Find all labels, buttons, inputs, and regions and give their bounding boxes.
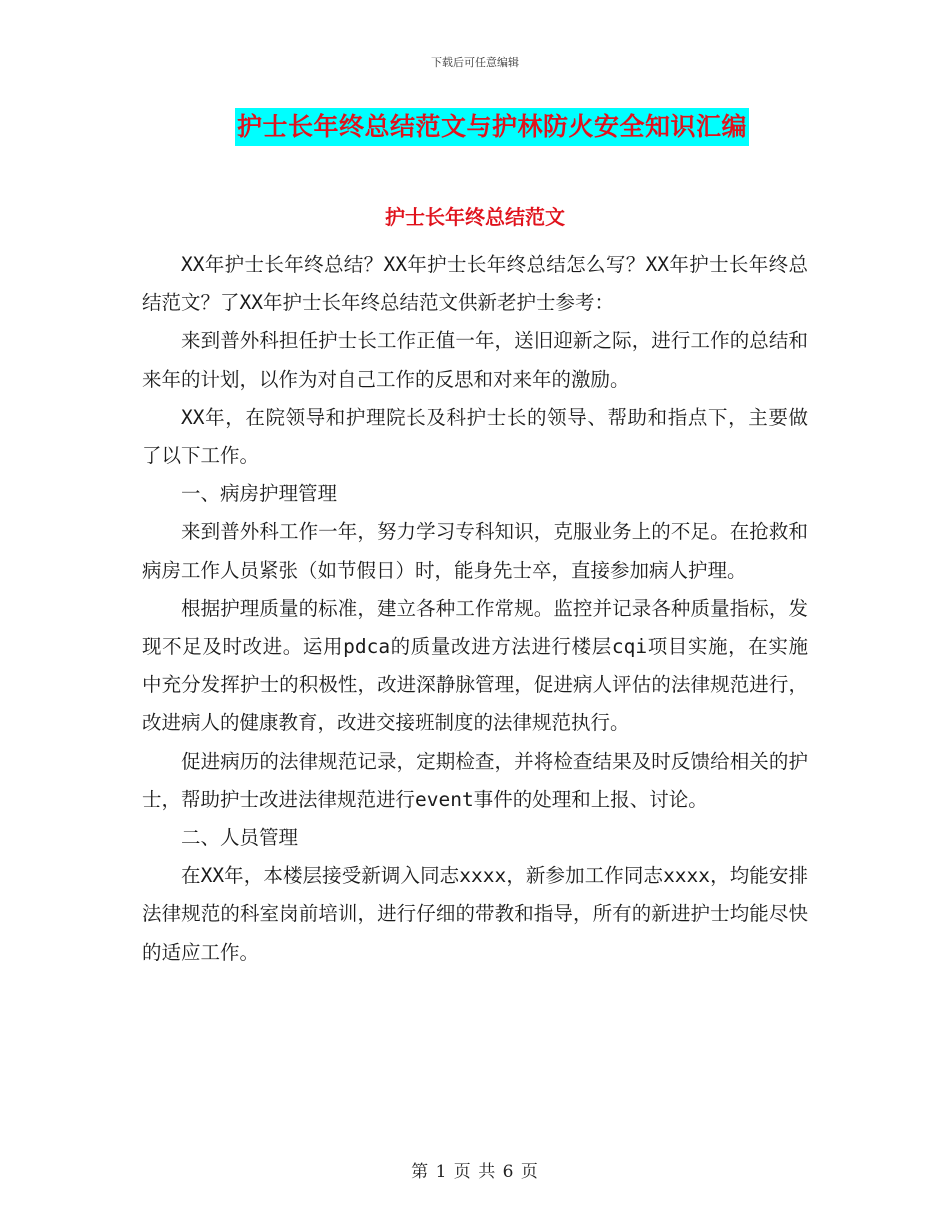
paragraph-intro: XX年护士长年终总结？XX年护士长年终总结怎么写？XX年护士长年终总结范文？了XX年护士长年终总结范文供新老护士参考： bbox=[142, 253, 808, 315]
paragraph-ward-1: 来到普外科工作一年，努力学习专科知识，克服业务上的不足。在抢救和病房工作人员紧张（如节假日）时，能身先士卒，直接参加病人护理。 bbox=[142, 520, 808, 582]
paragraph-ward-3: 促进病历的法律规范记录，定期检查，并将检查结果及时反馈给相关的护士，帮助护士改进法律规范进行event事件的处理和上报、讨论。 bbox=[142, 749, 808, 811]
paragraph-summary: XX年，在院领导和护理院长及科护士长的领导、帮助和指点下，主要做了以下工作。 bbox=[142, 405, 808, 468]
heading-staff-management: 二、人员管理 bbox=[181, 826, 299, 850]
page-number: 第 1 页 共 6 页 bbox=[411, 1162, 539, 1182]
header-note: 下载后可任意编辑 bbox=[431, 56, 519, 69]
body-text bbox=[142, 246, 808, 972]
section-title: 护士长年终总结范文 bbox=[385, 205, 565, 229]
paragraph-staff-1: 在XX年，本楼层接受新调入同志xxxx，新参加工作同志xxxx，均能安排法律规范的科室岗前培训，进行仔细的带教和指导，所有的新进护士均能尽快的适应工作。 bbox=[142, 864, 808, 964]
heading-ward-management: 一、病房护理管理 bbox=[181, 482, 338, 506]
main-title: 护士长年终总结范文与护林防火安全知识汇编 bbox=[235, 108, 749, 146]
paragraph-review: 来到普外科担任护士长工作正值一年，送旧迎新之际，进行工作的总结和来年的计划，以作为对自己工作的反思和对来年的激励。 bbox=[142, 329, 808, 391]
paragraph-ward-2: 根据护理质量的标准，建立各种工作常规。监控并记录各种质量指标，发现不足及时改进。运用pdca的质量改进方法进行楼层cqi项目实施，在实施中充分发挥护士的积极性，改进深静脉管理，促进病人评估的法律规范进行，改进病人的健康教育，改进交接班制度的法律规范执行。 bbox=[142, 596, 808, 735]
